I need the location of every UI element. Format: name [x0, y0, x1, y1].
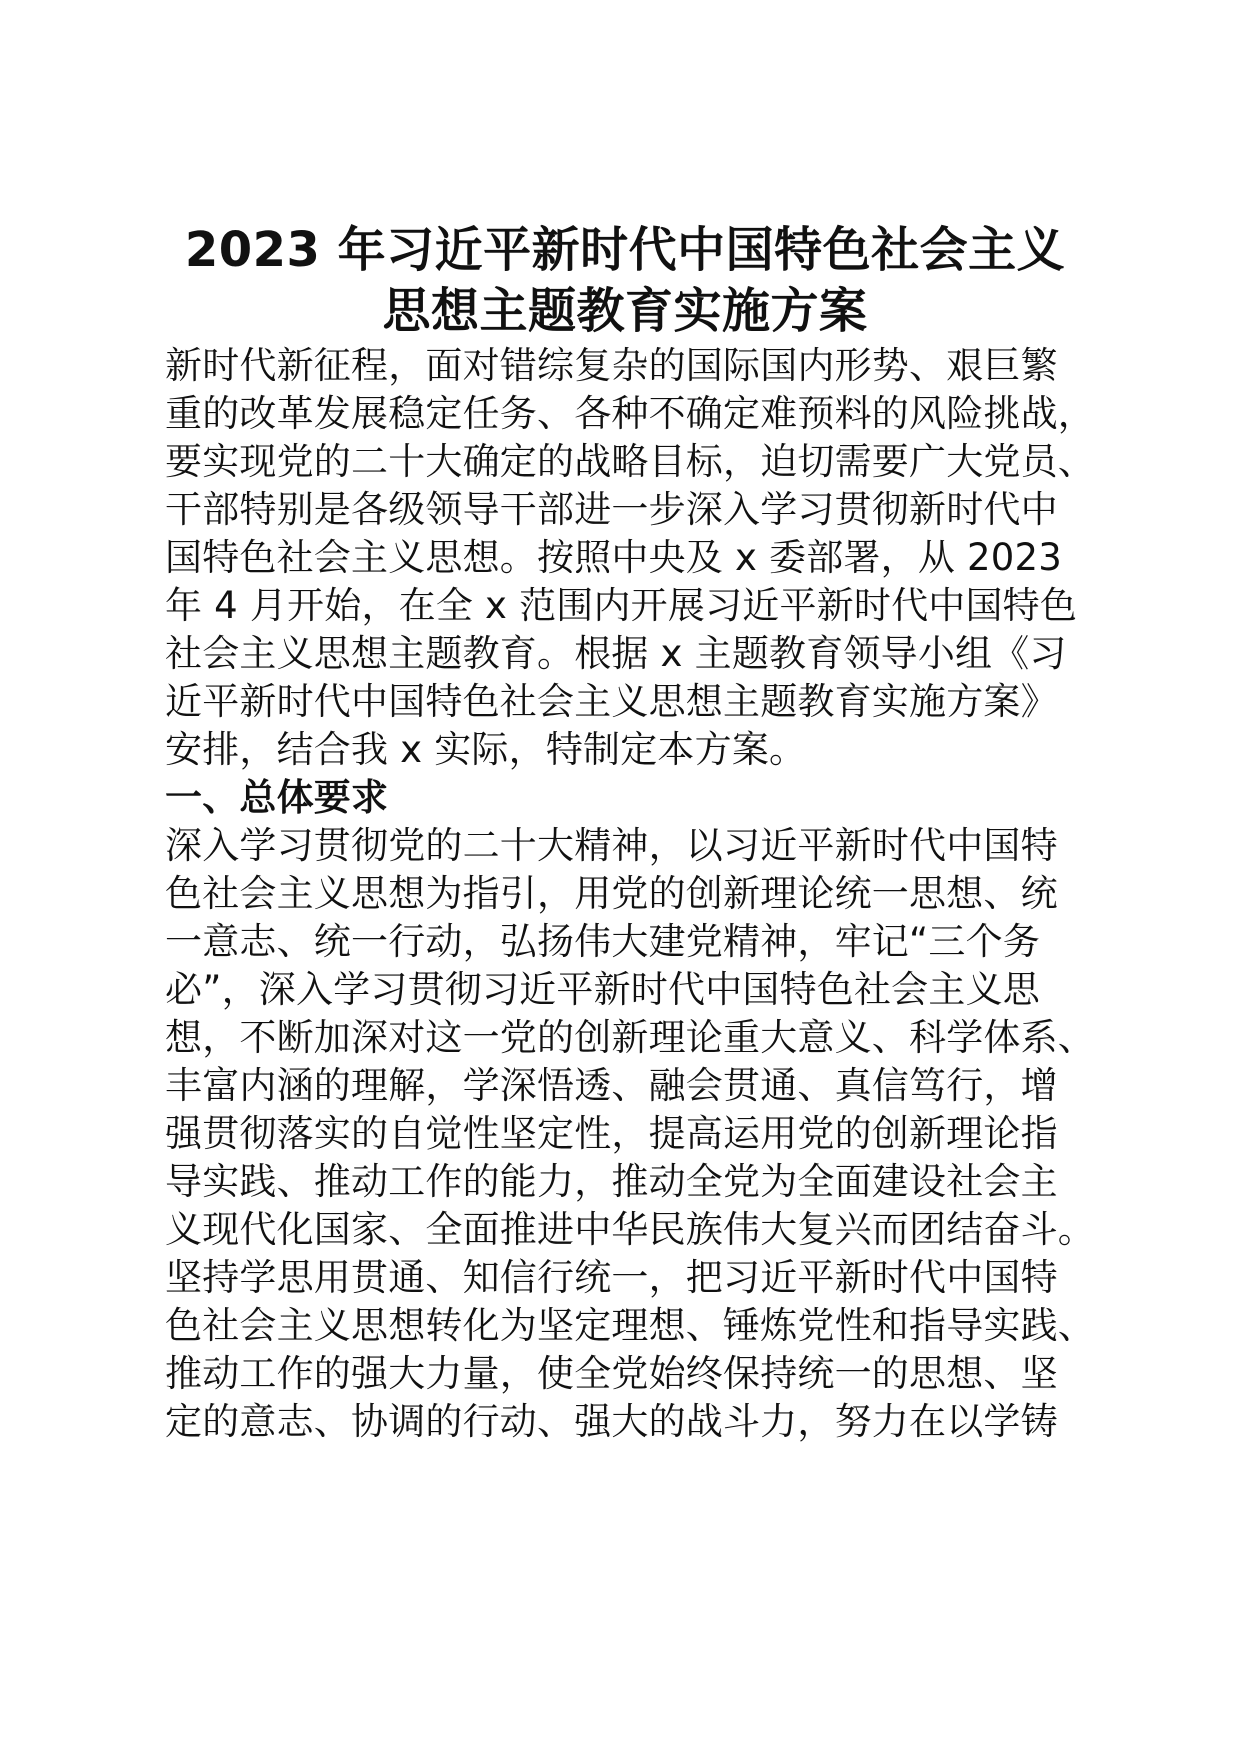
intro-paragraph: [165, 342, 1095, 774]
section-body: [165, 822, 1095, 1446]
section-line: 深入学习贯彻党的二十大精神，以习近平新时代中国特: [165, 824, 1058, 867]
section-line: 色社会主义思想为指引，用党的创新理论统一思想、统: [165, 872, 1058, 915]
intro-line: 干部特别是各级领导干部进一步深入学习贯彻新时代中: [165, 488, 1058, 531]
intro-line: 要实现党的二十大确定的战略目标，迫切需要广大党员、: [165, 440, 1095, 483]
intro-line: 新时代新征程，面对错综复杂的国际国内形势、艰巨繁: [165, 344, 1058, 387]
intro-line: 年 4 月开始，在全 x 范围内开展习近平新时代中国特色: [165, 584, 1078, 627]
title-line: 2023 年习近平新时代中国特色社会主义: [184, 222, 1066, 278]
section-line: 一意志、统一行动，弘扬伟大建党精神，牢记“三个务: [165, 920, 1040, 963]
section-line: 丰富内涵的理解，学深悟透、融会贯通、真信笃行，增: [165, 1064, 1058, 1107]
intro-line: 近平新时代中国特色社会主义思想主题教育实施方案》: [165, 680, 1058, 723]
section-line: 坚持学思用贯通、知信行统一，把习近平新时代中国特: [165, 1256, 1058, 1299]
section-line: 必”，深入学习贯彻习近平新时代中国特色社会主义思: [165, 968, 1040, 1011]
intro-line: 国特色社会主义思想。按照中央及 x 委部署，从 2023: [165, 536, 1062, 579]
title-line: 思想主题教育实施方案: [382, 283, 868, 339]
section-line: 推动工作的强大力量，使全党始终保持统一的思想、坚: [165, 1352, 1058, 1395]
intro-line: 安排，结合我 x 实际，特制定本方案。: [165, 728, 807, 771]
section-line: 强贯彻落实的自觉性坚定性，提高运用党的创新理论指: [165, 1112, 1058, 1155]
intro-line: 社会主义思想主题教育。根据 x 主题教育领导小组《习: [165, 632, 1067, 675]
document-content: [165, 220, 1095, 1446]
section-line: 色社会主义思想转化为坚定理想、锤炼党性和指导实践、: [165, 1304, 1095, 1347]
document-title: [165, 220, 1085, 342]
intro-line: 重的改革发展稳定任务、各种不确定难预料的风险挑战，: [165, 392, 1095, 435]
section-line: 义现代化国家、全面推进中华民族伟大复兴而团结奋斗。: [165, 1208, 1095, 1251]
section-line: 定的意志、协调的行动、强大的战斗力，努力在以学铸: [165, 1400, 1058, 1443]
section-heading: 一、总体要求: [165, 776, 389, 819]
section-line: 导实践、推动工作的能力，推动全党为全面建设社会主: [165, 1160, 1058, 1203]
section-line: 想，不断加深对这一党的创新理论重大意义、科学体系、: [165, 1016, 1095, 1059]
